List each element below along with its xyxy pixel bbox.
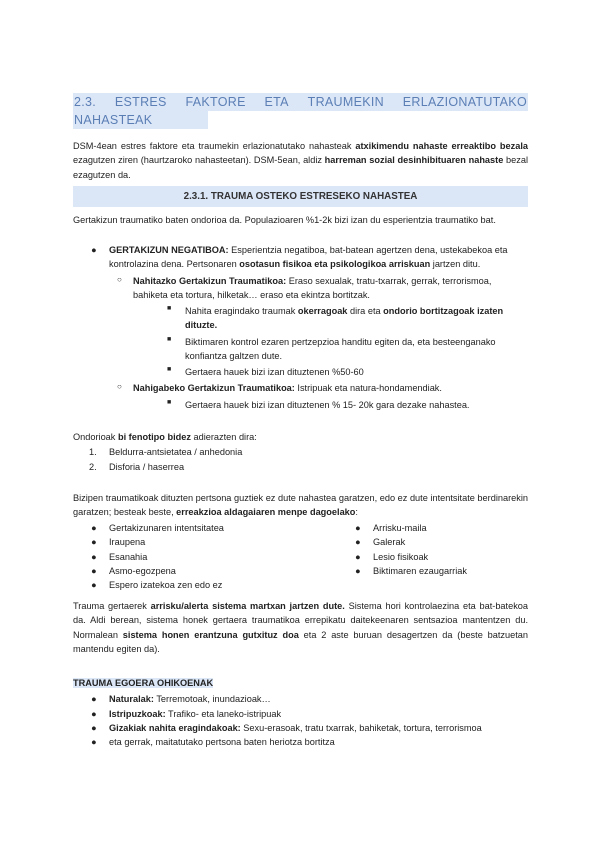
list-item-text: Eraso sexualak, tratu-txarrak, gerrak, terrorismoa, bahiketa eta tortura, hilketak… eraso eta ekintza bortitzak. [133, 275, 492, 300]
list-item-text: Nahita eragindako traumak [185, 306, 298, 316]
trauma-bold: sistema honen erantzuna gutxituz doa [122, 629, 299, 640]
list-item [73, 721, 528, 735]
list-item-nahitazko [73, 274, 528, 303]
intro-bold: harreman sozial desinhibituaren nahaste [324, 155, 504, 166]
list-item [73, 535, 333, 549]
list-item-text: Esanahia [109, 551, 148, 562]
list-item [73, 550, 333, 564]
trauma-text: Trauma gertaerek [73, 601, 151, 611]
phenotypes-text: adierazten dira: [190, 432, 257, 442]
list-item-label: Istripuzkoak: [109, 708, 166, 719]
title-word: ETA [264, 95, 289, 109]
list-item-bold: osotasun fisikoa eta psikologikoa arriskuan [239, 259, 431, 270]
phenotype-item [73, 460, 528, 474]
phenotypes-intro [73, 430, 528, 444]
disc-bullet-icon: ● [355, 551, 361, 562]
variables-text: Bizipen traumatikoak dituzten pertsona guztiek ez dute nahastea garatzen, edo ez dute intentsitate berdinarekin garatzen; besteak beste, [73, 493, 528, 518]
trauma-text: Sistema hori kontrolaezina eta bat-batekoa da. Aldi berean, sistema honek gertaera traumatikoa errepikatu daitekeenaren sentsazioa mantentzen du. Normalean [73, 601, 529, 640]
intro-text: bezal ezagutzen da. [73, 155, 528, 180]
list-item-text: Arrisku-maila [373, 523, 427, 533]
list-item [337, 550, 537, 564]
list-item [73, 735, 528, 749]
disc-bullet-icon: ● [91, 523, 97, 533]
negative-event-list [73, 243, 528, 412]
disc-bullet-icon: ● [355, 537, 361, 548]
phenotypes-text: Ondorioak [73, 432, 118, 442]
list-item-negatiboa [73, 243, 528, 272]
ordinal-label: 1. [89, 447, 97, 458]
intro-text: ezagutzen ziren (haurtzaroko nahasteetan). DSM-5ean, aldiz [73, 155, 325, 166]
intro-text: DSM-4ean estres faktore eta traumekin erlazionatutako nahasteak [73, 141, 356, 151]
variables-left-column [73, 521, 333, 592]
square-bullet-icon: ■ [167, 398, 172, 406]
list-item-text: Gertaera hauek bizi izan dituztenen %50-60 [185, 367, 364, 377]
definition-text: Gertakizun traumatiko baten ondorioa da. Populazioaren %1-2k bizi izan du esperientzia traumatiko bat. [73, 215, 496, 225]
list-item-text: eta gerrak, maitatutako pertsona baten heriotza bortitza [109, 737, 335, 747]
list-item-text: Sexu-erasoak, tratu txarrak, bahiketak, tortura, terrorismoa [240, 722, 482, 733]
title-word: ESTRES [114, 95, 167, 109]
variables-text: : [355, 507, 358, 518]
disc-bullet-icon: ● [91, 737, 97, 747]
list-item [337, 521, 537, 535]
list-item-text: Istripuak eta natura-hondamendiak. [294, 383, 442, 394]
variables-list [73, 521, 528, 599]
disc-bullet-icon: ● [91, 694, 97, 705]
list-item-text: jartzen ditu. [430, 259, 481, 270]
disc-bullet-icon: ● [91, 551, 97, 562]
list-item [337, 564, 537, 578]
disc-bullet-icon: ● [91, 565, 97, 576]
title-word: ERLAZIONATUTAKO [402, 95, 527, 109]
ordinal-label: 2. [89, 461, 97, 472]
list-item-text: Iraupena [109, 537, 146, 548]
list-item-nahitazko-2 [73, 335, 528, 364]
list-item-text: Lesio fisikoak [373, 551, 429, 562]
circle-bullet-icon: ○ [117, 382, 122, 392]
list-item-label: Nahitazko Gertakizun Traumatikoa: [133, 275, 287, 286]
trauma-text-block [73, 599, 528, 656]
definition-paragraph [73, 213, 528, 227]
common-situations-heading: TRAUMA EGOERA OHIKOENAK [73, 678, 214, 688]
list-item-label: Nahigabeko Gertakizun Traumatikoa: [133, 383, 295, 394]
list-item-label: Gizakiak nahita eragindakoak: [109, 722, 241, 733]
phenotype-item [73, 445, 528, 459]
phenotypes-block [73, 430, 528, 474]
list-item-text: Esperientzia negatiboa, bat-batean agertzen dena, ustekabekoa eta kontrolazina dena. Pertsonaren [109, 245, 508, 270]
list-item [73, 707, 528, 721]
common-situations-block [73, 676, 528, 749]
square-bullet-icon: ■ [167, 305, 172, 312]
list-item-text: Biktimaren ezaugarriak [373, 565, 467, 576]
disc-bullet-icon: ● [91, 708, 97, 719]
list-item-text: Asmo-egozpena [109, 565, 176, 576]
list-item [337, 535, 537, 549]
list-item-text: Galerak [373, 537, 406, 548]
list-item-nahigabeko-1 [73, 398, 528, 412]
trauma-bold: arrisku/alerta sistema martxan jartzen dute. [150, 601, 345, 611]
trauma-text: eta 2 aste buruan desagertzen da (beste batzuetan mantendu egiten da). [73, 629, 528, 654]
list-item-bold: ondorio bortitzagoak izaten dituzte. [185, 306, 504, 331]
list-item-text: Terremotoak, inundazioak… [153, 694, 271, 705]
list-item [73, 692, 528, 706]
title-word: TRAUMEKIN [307, 95, 384, 109]
title-word: 2.3. [74, 95, 97, 109]
variables-intro [73, 491, 528, 520]
disc-bullet-icon: ● [91, 245, 97, 255]
variables-paragraph [73, 491, 528, 520]
section-title-line2: NAHASTEAK [73, 111, 208, 129]
square-bullet-icon: ■ [167, 335, 172, 343]
list-item-text: dira eta [347, 306, 384, 316]
section-title [73, 93, 528, 129]
variables-bold: erreakzioa aldagaiaren menpe dagoelako [176, 507, 356, 518]
list-item-nahitazko-3 [73, 365, 528, 379]
intro-bold: atxikimendu nahaste erreaktibo bezala [355, 141, 528, 151]
list-item-text: Gertaera hauek bizi izan dituztenen % 15- 20k gara dezake nahastea. [185, 399, 470, 410]
intro-paragraph [73, 139, 528, 182]
list-item-label: Naturalak: [109, 694, 154, 705]
disc-bullet-icon: ● [91, 722, 97, 733]
title-word: FAKTORE [185, 95, 246, 109]
variables-right-column [337, 521, 537, 578]
phenotype-text: Beldurra-antsietatea / anhedonia [109, 447, 243, 458]
list-item-nahigabeko [73, 381, 528, 395]
list-item-bold: okerragoak [297, 306, 348, 316]
subsection-heading-block [73, 186, 528, 207]
list-item [73, 564, 333, 578]
list-item-text: Espero izatekoa zen edo ez [109, 580, 223, 590]
circle-bullet-icon: ○ [117, 274, 122, 284]
list-item [73, 578, 333, 592]
square-bullet-icon: ■ [167, 366, 172, 373]
disc-bullet-icon: ● [355, 523, 361, 533]
trauma-paragraph [73, 599, 528, 656]
phenotypes-bold: bi fenotipo bidez [117, 432, 191, 442]
disc-bullet-icon: ● [355, 565, 361, 576]
section-title-line1 [73, 93, 528, 111]
list-item-text: Gertakizunaren intentsitatea [109, 523, 224, 533]
phenotype-text: Disforia / haserrea [109, 461, 185, 472]
list-item-text: Trafiko- eta laneko-istripuak [165, 708, 282, 719]
subsection-heading: 2.3.1. TRAUMA OSTEKO ESTRESEKO NAHASTEA [73, 186, 528, 207]
list-item-label: GERTAKIZUN NEGATIBOA: [109, 245, 229, 255]
list-item-text: Biktimaren kontrol ezaren pertzepzioa handitu egiten da, eta besteenganako konfiantza galtzen dute. [185, 336, 496, 361]
list-item-nahitazko-1 [73, 304, 528, 333]
list-item [73, 521, 333, 535]
disc-bullet-icon: ● [91, 580, 97, 590]
disc-bullet-icon: ● [91, 537, 97, 548]
